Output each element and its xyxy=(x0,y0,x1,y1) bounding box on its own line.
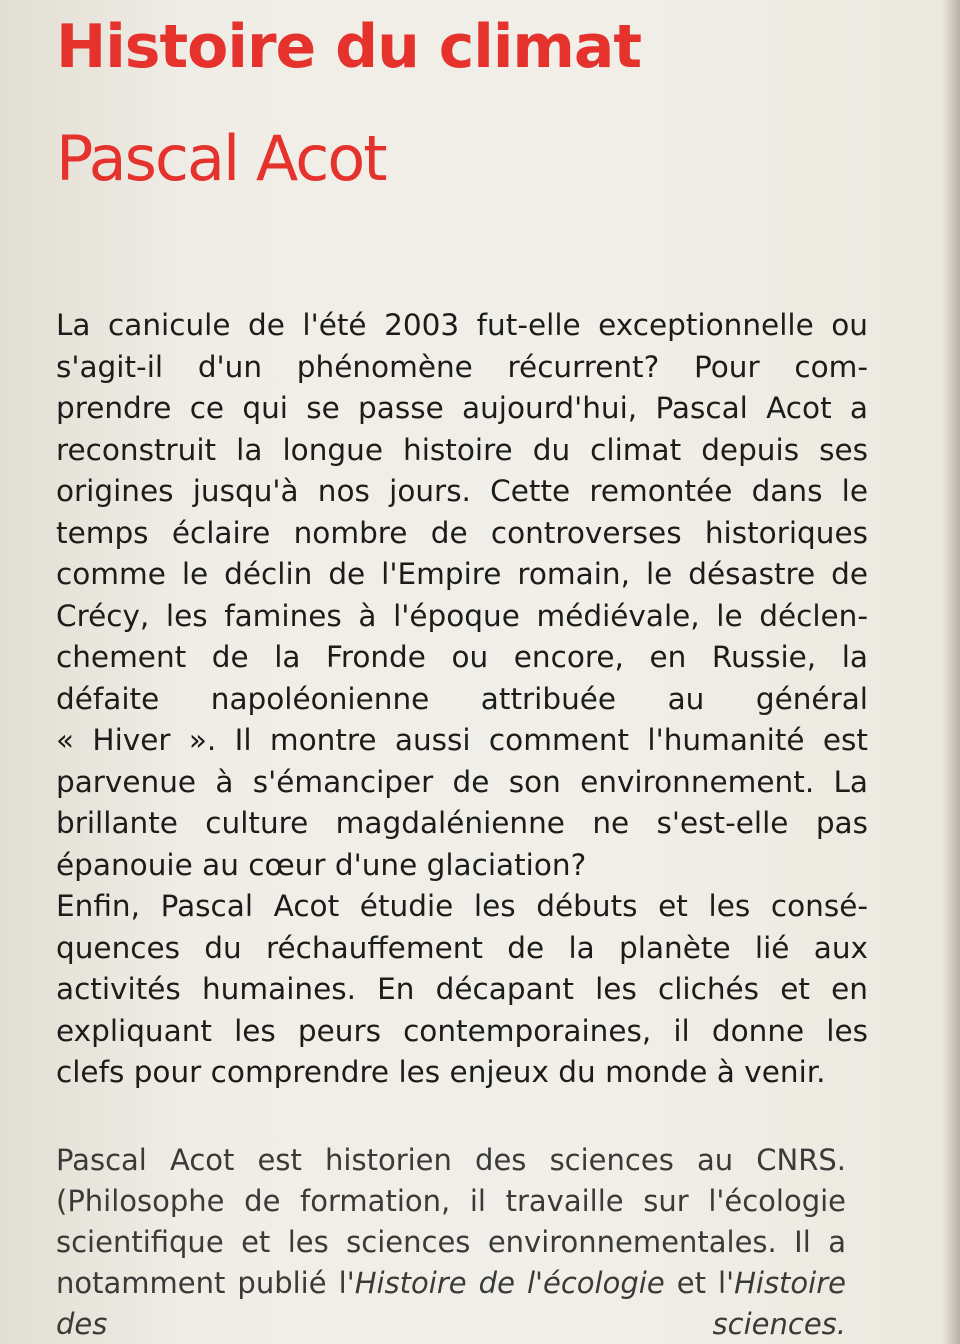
bio-line xyxy=(56,1263,846,1304)
bio-text: et l' xyxy=(664,1266,735,1300)
blurb-line: comme le déclin de l'Empire romain, le désastre de xyxy=(56,557,868,591)
author-bio xyxy=(56,1140,846,1344)
blurb-line: s'agit-il d'un phénomène récurrent? Pour com- xyxy=(56,349,868,384)
blurb-line: reconstruit la longue histoire du climat depuis ses xyxy=(56,432,868,467)
bio-line xyxy=(56,1304,846,1344)
blurb-line: défaite napoléonienne attribuée au général xyxy=(56,681,868,716)
blurb-line: brillante culture magdalénienne ne s'est-elle pas xyxy=(56,806,868,840)
blurb-line: quences du réchauffement de la planète lié aux xyxy=(56,930,868,965)
blurb-line: activités humaines. En décapant les clichés et en xyxy=(56,972,868,1006)
blurb-line: Enfin, Pascal Acot étudie les débuts et les consé- xyxy=(56,889,868,923)
blurb-line: « Hiver ». Il montre aussi comment l'humanité est xyxy=(56,723,868,757)
blurb-line: La canicule de l'été 2003 fut-elle exceptionnelle ou xyxy=(56,308,868,342)
book-reference-ecologie: Histoire de l'écologie xyxy=(354,1266,665,1300)
bio-line: Pascal Acot est historien des sciences au CNRS. xyxy=(56,1143,846,1177)
blurb-line: clefs pour comprendre les enjeux du monde à venir. xyxy=(56,1055,826,1089)
blurb-line: expliquant les peurs contemporaines, il donne les xyxy=(56,1013,868,1048)
bio-text: notamment publié l' xyxy=(56,1266,355,1300)
blurb-line: Crécy, les famines à l'époque médiévale, le déclen- xyxy=(56,598,868,633)
blurb-line: origines jusqu'à nos jours. Cette remontée dans le xyxy=(56,474,868,508)
blurb-line: chement de la Fronde ou encore, en Russie, la xyxy=(56,640,868,674)
blurb-line: prendre ce qui se passe aujourd'hui, Pascal Acot a xyxy=(56,391,868,425)
blurb-line: épanouie au cœur d'une glaciation? xyxy=(56,847,587,882)
blurb-line: temps éclaire nombre de controverses historiques xyxy=(56,515,868,550)
bio-line: (Philosophe de formation, il travaille sur l'écologie xyxy=(56,1184,846,1218)
book-title: Histoire du climat xyxy=(56,12,642,82)
book-reference-histoire: Histoire xyxy=(734,1266,846,1300)
bio-line: scientifique et les sciences environnementales. Il a xyxy=(56,1225,846,1259)
book-reference-sciences: des sciences. xyxy=(56,1307,846,1341)
blurb-line: parvenue à s'émanciper de son environnement. La xyxy=(56,764,868,799)
blurb-paragraph xyxy=(56,305,868,1094)
book-author: Pascal Acot xyxy=(56,122,386,195)
